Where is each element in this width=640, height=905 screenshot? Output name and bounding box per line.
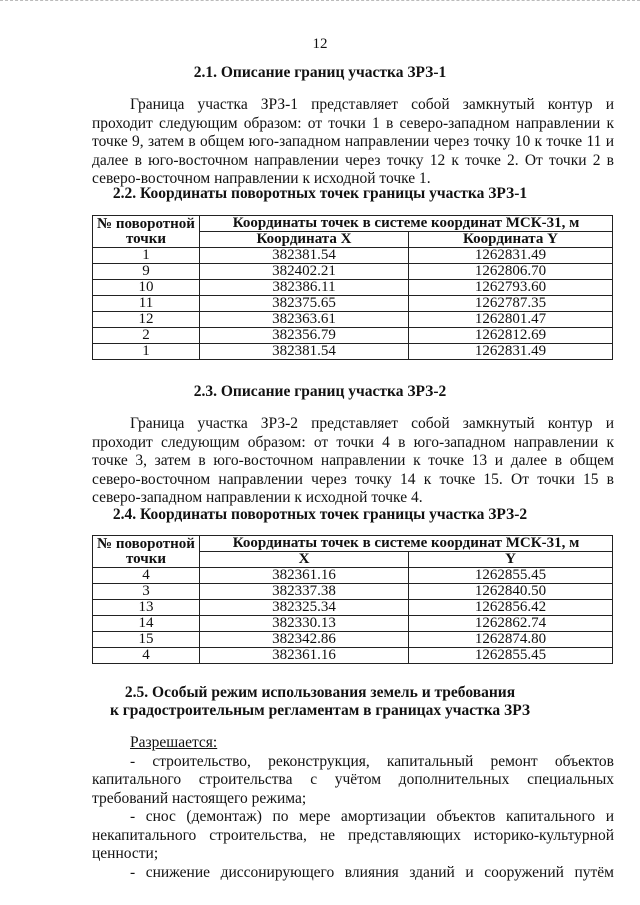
x-cell: 382342.86 <box>200 632 409 648</box>
y-cell: 1262787.35 <box>409 296 613 312</box>
y-cell: 1262831.49 <box>409 248 613 264</box>
table-row <box>93 568 613 584</box>
header-x: X <box>200 552 409 568</box>
x-cell: 382381.54 <box>200 248 409 264</box>
y-cell: 1262855.45 <box>409 648 613 664</box>
x-cell: 382330.13 <box>200 616 409 632</box>
table-row <box>93 296 613 312</box>
x-cell: 382402.21 <box>200 264 409 280</box>
page-top-edge <box>0 0 640 3</box>
table-row <box>93 264 613 280</box>
point-cell: 4 <box>93 648 200 664</box>
y-cell: 1262862.74 <box>409 616 613 632</box>
table-row <box>93 648 613 664</box>
list-item: - снос (демонтаж) по мере амортизации объектов капитального и некапитального строительства, не представляющих историко-культурной ценности; <box>92 808 614 862</box>
header-y: Y <box>409 552 613 568</box>
section-2-5-title-line-2: к градостроительным регламентам в границах участка ЗРЗ <box>109 702 531 719</box>
table-row <box>93 632 613 648</box>
x-cell: 382325.34 <box>200 600 409 616</box>
allowed-label: Разрешается: <box>130 734 218 751</box>
point-cell: 2 <box>93 328 200 344</box>
y-cell: 1262831.49 <box>409 344 613 360</box>
x-cell: 382363.61 <box>200 312 409 328</box>
point-cell: 3 <box>93 584 200 600</box>
y-cell: 1262855.45 <box>409 568 613 584</box>
section-2-4-title: 2.4. Координаты поворотных точек границы участка ЗРЗ-2 <box>112 506 528 523</box>
point-cell: 14 <box>93 616 200 632</box>
x-cell: 382386.11 <box>200 280 409 296</box>
point-cell: 1 <box>93 248 200 264</box>
table-row <box>93 616 613 632</box>
coordinates-table-zrz-1 <box>92 215 613 360</box>
table-row <box>93 312 613 328</box>
point-cell: 1 <box>93 344 200 360</box>
allowed-list <box>92 734 614 882</box>
x-cell: 382375.65 <box>200 296 409 312</box>
list-item: - строительство, реконструкция, капитальный ремонт объектов капитального строительства с учётом дополнительных специальных требований настоящего режима; <box>92 752 614 807</box>
header-x: Координата X <box>200 232 409 248</box>
y-cell: 1262806.70 <box>409 264 613 280</box>
header-y: Координата Y <box>409 232 613 248</box>
x-cell: 382356.79 <box>200 328 409 344</box>
section-2-1-title: 2.1. Описание границ участка ЗРЗ-1 <box>193 64 447 81</box>
table-row <box>93 248 613 264</box>
section-2-3-title: 2.3. Описание границ участка ЗРЗ-2 <box>193 383 447 400</box>
point-cell: 9 <box>93 264 200 280</box>
header-coordinates: Координаты точек в системе координат МСК-31, м <box>200 536 613 552</box>
point-cell: 11 <box>93 296 200 312</box>
table-row <box>93 328 613 344</box>
x-cell: 382337.38 <box>200 584 409 600</box>
header-point-number: № поворотной точки <box>93 216 200 248</box>
header-coordinates: Координаты точек в системе координат МСК-31, м <box>200 216 613 232</box>
y-cell: 1262840.50 <box>409 584 613 600</box>
y-cell: 1262812.69 <box>409 328 613 344</box>
table-row <box>93 600 613 616</box>
point-cell: 13 <box>93 600 200 616</box>
point-cell: 10 <box>93 280 200 296</box>
table-row <box>93 344 613 360</box>
section-2-3-text: Граница участка ЗРЗ-2 представляет собой замкнутый контур и проходит следующим образом: от точки 4 в юго-западном направлении к точке 3, затем в юго-восточном направлении к точке 13 и далее в общем северо-восточном направлении через точку 14 к точке 15. От точки 15 в северо-западном направлении к исходной точке 4. <box>92 415 614 506</box>
list-item: - снижение диссонирующего влияния зданий и сооружений путём <box>130 863 614 881</box>
point-cell: 4 <box>93 568 200 584</box>
x-cell: 382361.16 <box>200 568 409 584</box>
y-cell: 1262801.47 <box>409 312 613 328</box>
point-cell: 12 <box>93 312 200 328</box>
y-cell: 1262874.80 <box>409 632 613 648</box>
y-cell: 1262793.60 <box>409 280 613 296</box>
point-cell: 15 <box>93 632 200 648</box>
y-cell: 1262856.42 <box>409 600 613 616</box>
page-number: 12 <box>312 36 328 52</box>
section-2-5-title-line-1: 2.5. Особый режим использования земель и требования <box>124 684 516 701</box>
table-row <box>93 280 613 296</box>
coordinates-table-zrz-2 <box>92 535 613 664</box>
header-point-number: № поворотной точки <box>93 536 200 568</box>
table-row <box>93 584 613 600</box>
x-cell: 382361.16 <box>200 648 409 664</box>
section-2-1-text: Граница участка ЗРЗ-1 представляет собой замкнутый контур и проходит следующим образом: от точки 1 в северо-западном направлении к точке 9, затем в общем юго-западном направлении через точку 10 к точке 11 и далее в юго-восточном направлении через точку 12 к точке 2. От точки 2 в северо-восточном направлении к исходной точке 1. <box>92 96 614 187</box>
x-cell: 382381.54 <box>200 344 409 360</box>
section-2-2-title: 2.2. Координаты поворотных точек границы участка ЗРЗ-1 <box>112 185 528 202</box>
